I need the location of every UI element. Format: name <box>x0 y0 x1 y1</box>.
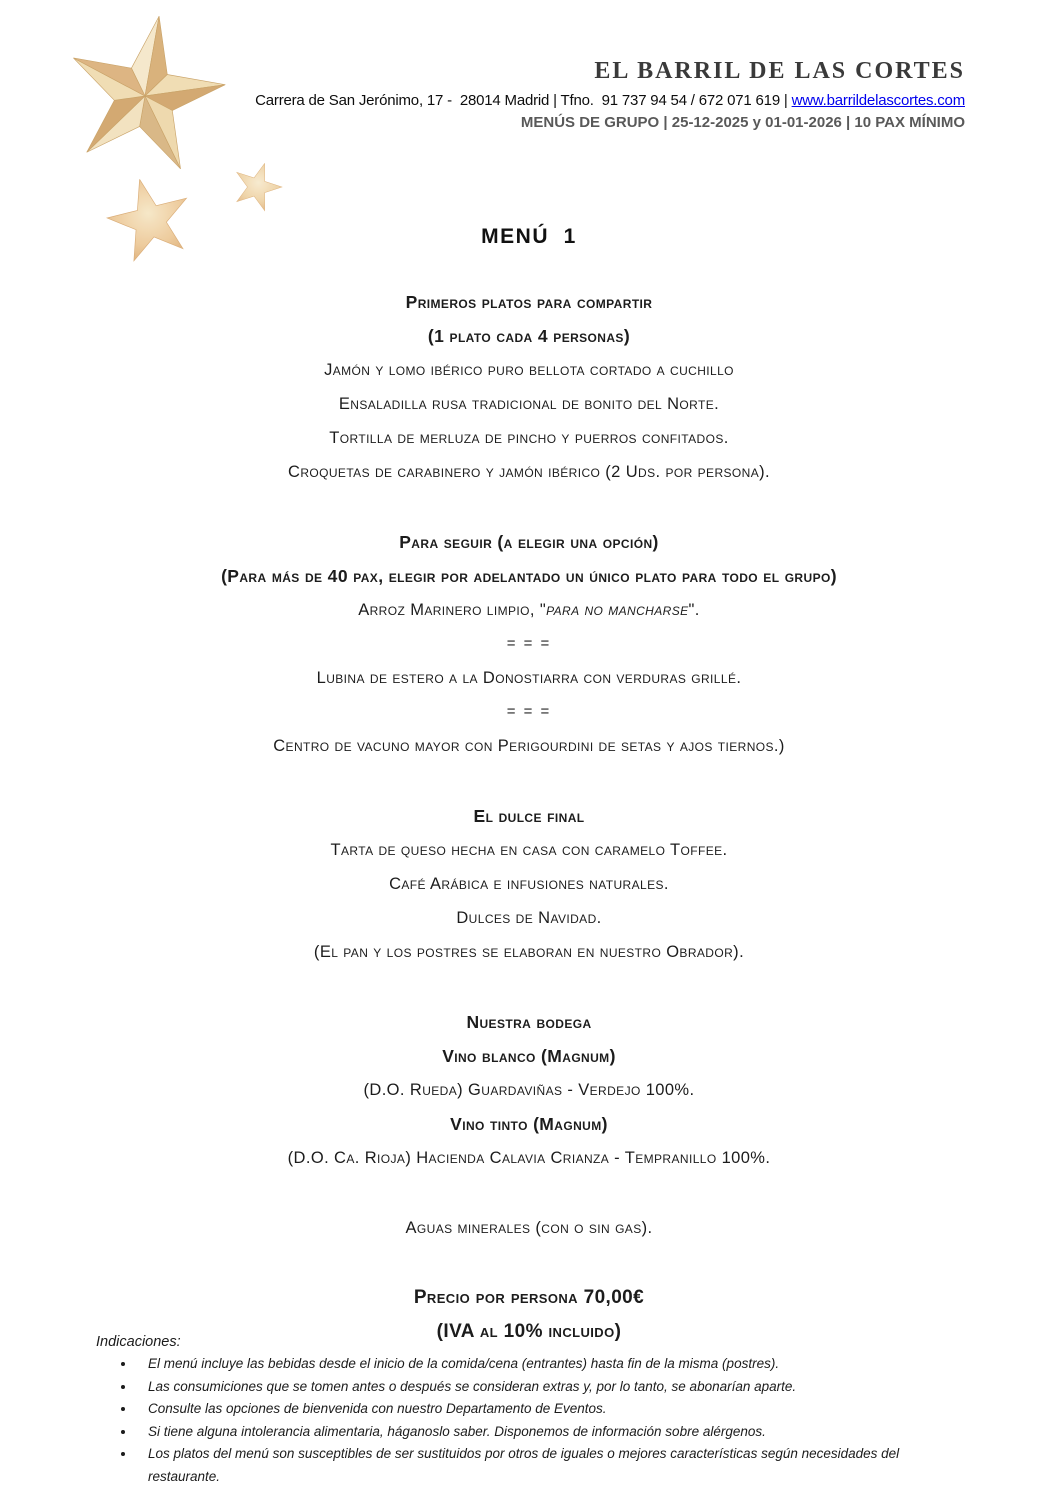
menu-lines <box>0 285 1058 1349</box>
menu-title: MENÚ 1 <box>481 225 577 248</box>
menu-line-separator: = = = <box>506 703 552 720</box>
menu-line-heading: (1 plato cada 4 personas) <box>427 326 631 346</box>
notes-list <box>96 1353 946 1488</box>
menu-line-separator: = = = <box>506 635 552 652</box>
notes-title: Indicaciones: <box>96 1334 181 1350</box>
menu-line-item: (El pan y los postres se elaboran en nuestro Obrador). <box>313 943 745 961</box>
menu-body <box>0 225 1058 1349</box>
website-link[interactable]: www.barrildelascortes.com <box>791 92 965 109</box>
menu-line-item: (D.O. Rueda) Guardaviñas - Verdejo 100%. <box>363 1081 695 1099</box>
menu-line-item: Lubina de estero a la Donostiarra con verduras grillé. <box>316 669 742 687</box>
document-header <box>205 58 965 131</box>
group-menus-subtitle: MENÚS DE GRUPO | 25-12-2025 y 01-01-2026 | 10 PAX MÍNIMO <box>520 114 965 131</box>
menu-line-item: Centro de vacuno mayor con Perigourdini de setas y ajos tiernos.) <box>273 737 785 755</box>
menu-line-heading: El dulce final <box>473 806 585 826</box>
menu-line-price: (IVA al 10% incluido) <box>436 1321 622 1342</box>
gold-star-flat-icon <box>225 155 288 218</box>
menu-line-text-part: ". <box>688 601 700 619</box>
note-bullet-item: • Si tiene alguna intolerancia alimentaria, háganoslo saber. Disponemos de información sobre alérgenos. <box>136 1421 946 1444</box>
menu-line-heading: Vino blanco (Magnum) <box>442 1046 616 1066</box>
menu-line-heading: Primeros platos para compartir <box>405 292 653 312</box>
menu-line-heading: Vino tinto (Magnum) <box>450 1114 608 1134</box>
note-bullet-item: • Consulte las opciones de bienvenida con nuestro Departamento de Eventos. <box>136 1398 946 1421</box>
menu-line-item: Café Arábica e infusiones naturales. <box>389 875 669 893</box>
menu-line-heading: Nuestra bodega <box>466 1012 592 1032</box>
note-bullet-item: • Los platos del menú son susceptibles de ser sustituidos por otros de iguales o mejores características según necesidades del restaurante. <box>136 1443 946 1488</box>
menu-line-price: Precio por persona 70,00€ <box>413 1287 645 1308</box>
menu-line-item: Croquetas de carabinero y jamón ibérico (2 Uds. por persona). <box>288 463 770 481</box>
note-bullet-item: • Las consumiciones que se tomen antes o después se consideran extras y, por lo tanto, se abonarían aparte. <box>136 1376 946 1399</box>
menu-line-item: Aguas minerales (con o sin gas). <box>405 1219 653 1237</box>
menu-line-item: Tortilla de merluza de pincho y puerros confitados. <box>329 429 729 447</box>
menu-line-item: Dulces de Navidad. <box>456 909 602 927</box>
menu-line-heading: (Para más de 40 pax, elegir por adelantado un único plato para todo el grupo) <box>221 566 837 586</box>
menu-line-item <box>0 593 1058 627</box>
menu-line-item: (D.O. Ca. Rioja) Hacienda Calavia Crianza - Tempranillo 100%. <box>287 1149 771 1167</box>
menu-line-text-part: Arroz Marinero limpio, " <box>358 601 547 619</box>
menu-line-item: Ensaladilla rusa tradicional de bonito del Norte. <box>338 395 720 413</box>
menu-line-item: Jamón y lomo ibérico puro bellota cortado a cuchillo <box>324 361 734 379</box>
address-text: Carrera de San Jerónimo, 17 - 28014 Madrid | Tfno. 91 737 94 54 / 672 071 619 | <box>255 92 792 109</box>
menu-line-item: Tarta de queso hecha en casa con caramelo Toffee. <box>330 841 728 859</box>
note-bullet-item: • El menú incluye las bebidas desde el inicio de la comida/cena (entrantes) hasta fin de la misma (postres). <box>136 1353 946 1376</box>
menu-line-heading: Para seguir (a elegir una opción) <box>399 532 659 552</box>
address-line <box>205 92 965 109</box>
menu-line-italic-part: para no mancharse <box>546 601 689 619</box>
notes-section <box>96 1334 976 1488</box>
restaurant-name: EL BARRIL DE LAS CORTES <box>594 58 965 84</box>
